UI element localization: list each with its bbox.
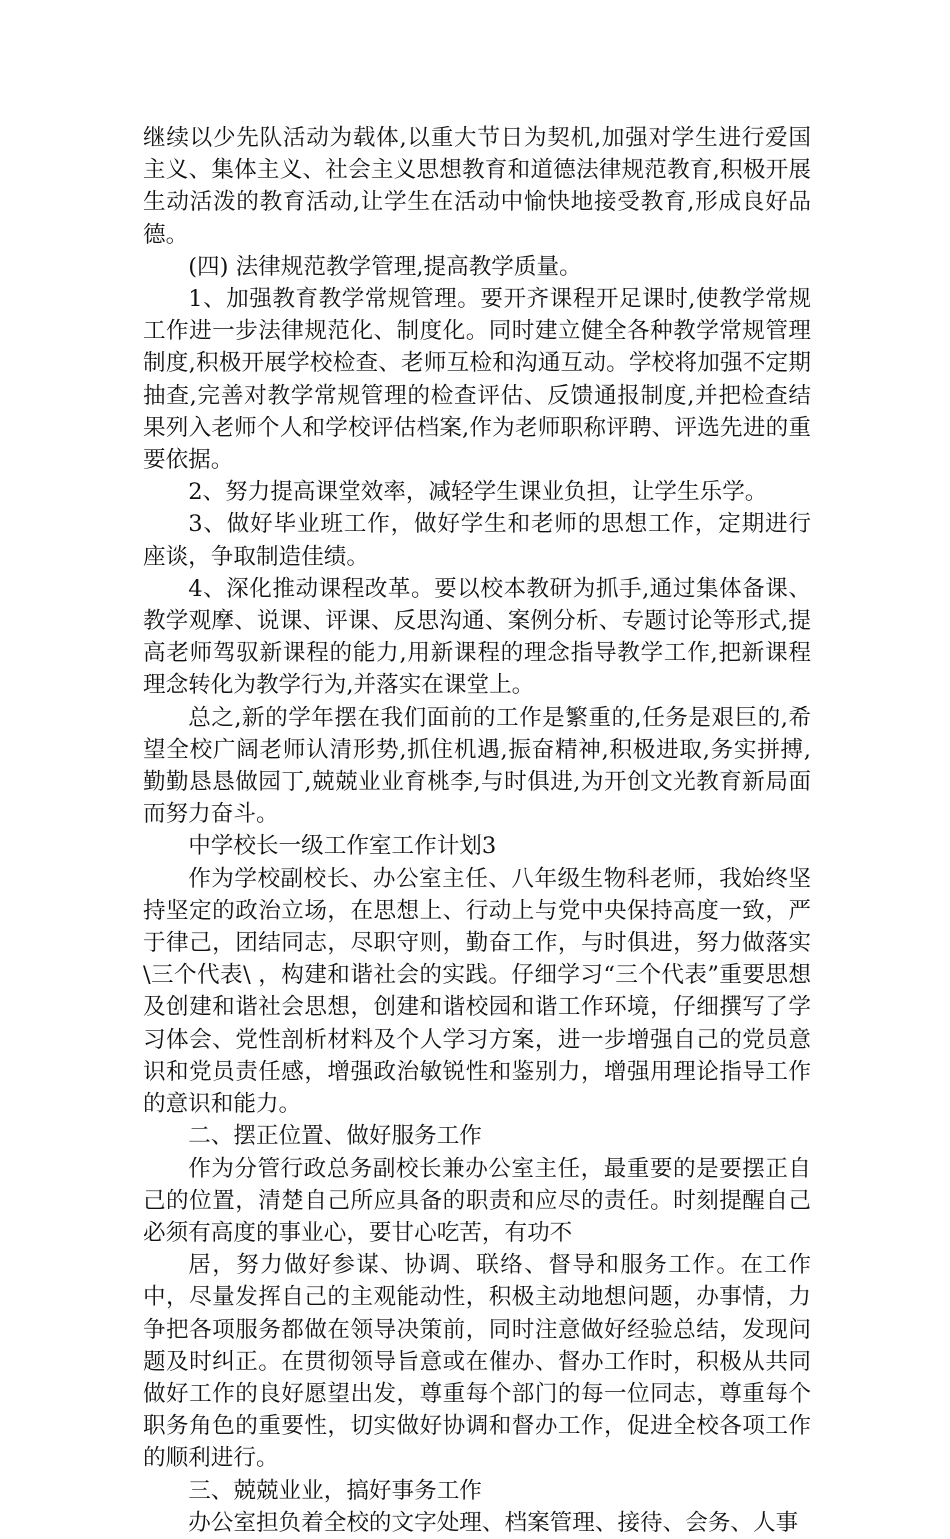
paragraph-political-stance: 作为学校副校长、办公室主任、八年级生物科老师，我始终坚持坚定的政治立场，在思想上、行动上与党中央保持高度一致，严于律己，团结同志，尽职守则，勤奋工作，与时俱进，努力做落实\三个代表\ ，构建和谐社会的实践。仔细学习“三个代表”重要思想及创建和谐社会思想，创建和谐校园和谐工作环境，仔细撰写了学习体会、党性剖析材料及个人学习方案，进一步增强自己的党员意识和党员责任感，增强政治敏锐性和鉴别力，增强用理论指导工作的意识和能力。 [143,865,811,1118]
section-heading-service-work: 二、摆正位置、做好服务工作 [188,1123,482,1150]
document-title-plan-3: 中学校长一级工作室工作计划3 [188,833,497,860]
document-page [143,122,811,1539]
paragraph-conclusion: 总之,新的学年摆在我们面前的工作是繁重的,任务是艰巨的,希望全校广阔老师认清形势,抓住机遇,振奋精神,积极进取,务实拼搏,勤勤恳恳做园丁,兢兢业业育桃李,与时俱进,为开创文光教育新局面而努力奋斗。 [143,704,811,828]
paragraph-office-duties: 办公室担负着全校的文字处理、档案管理、接待、会务、人事 [188,1509,799,1536]
paragraph-position-responsibility: 作为分管行政总务副校长兼办公室主任，最重要的是要摆正自己的位置，清楚自己所应具备的职责和应尽的责任。时刻提醒自己必须有高度的事业心，要甘心吃苦，有功不 [143,1155,811,1246]
paragraph-graduating-class: 3、做好毕业班工作，做好学生和老师的思想工作，定期进行座谈，争取制造佳绩。 [143,511,811,570]
section-heading-teaching-management: (四) 法律规范教学管理,提高教学质量。 [188,253,582,280]
paragraph-patriotic-education: 继续以少先队活动为载体,以重大节日为契机,加强对学生进行爱国主义、集体主义、社会主义思想教育和道德法律规范教育,积极开展生动活泼的教育活动,让学生在活动中愉快地接受教育,形成良好品德。 [143,125,811,248]
paragraph-coordination-work: 居，努力做好参谋、协调、联络、督导和服务工作。在工作中，尽量发挥自己的主观能动性，积极主动地想问题，办事情，力争把各项服务都做在领导决策前，同时注意做好经验总结，发现问题及时纠正。在贯彻领导旨意或在催办、督办工作时，积极从共同做好工作的良好愿望出发，尊重每个部门的每一位同志，尊重每个职务角色的重要性，切实做好协调和督办工作，促进全校各项工作的顺利进行。 [143,1252,811,1472]
paragraph-classroom-efficiency: 2、努力提高课堂效率，减轻学生课业负担，让学生乐学。 [188,479,768,506]
paragraph-routine-management: 1、加强教育教学常规管理。要开齐课程开足课时,使教学常规工作进一步法律规范化、制度化。同时建立健全各种教学常规管理制度,积极开展学校检查、老师互检和沟通互动。学校将加强不定期抽查,完善对教学常规管理的检查评估、反馈通报制度,并把检查结果列入老师个人和学校评估档案,作为老师职称评聘、评选先进的重要依据。 [143,286,811,474]
paragraph-curriculum-reform: 4、深化推动课程改革。要以校本教研为抓手,通过集体备课、教学观摩、说课、评课、反思沟通、案例分析、专题讨论等形式,提高老师驾驭新课程的能力,用新课程的理念指导教学工作,把新课程理念转化为教学行为,并落实在课堂上。 [143,575,811,699]
section-heading-affairs-work: 三、兢兢业业，搞好事务工作 [188,1477,482,1504]
